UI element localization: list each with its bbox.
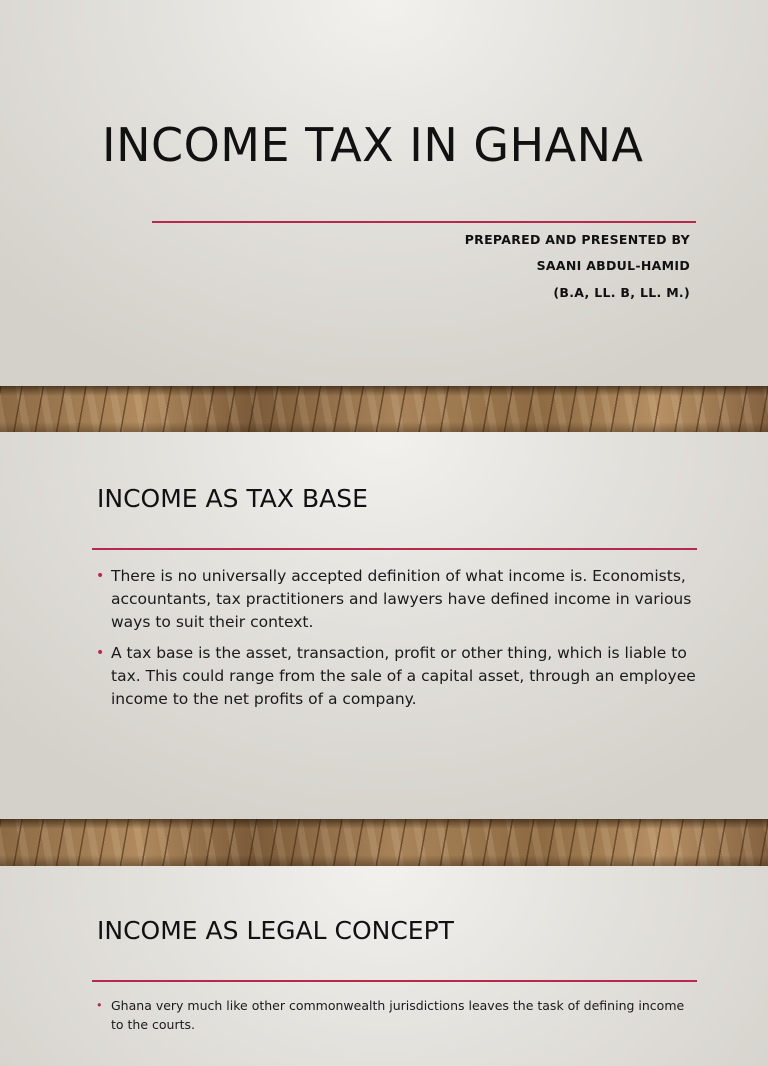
bullet-list (96, 996, 696, 1034)
slide-title-text: INCOME TAX IN GHANA (102, 118, 644, 172)
bullet-item: • A tax base is the asset, transaction, profit or other thing, which is liable to tax. This could range from the sale of a capital asset, through an employee income to the net profits of a company. (96, 642, 696, 711)
bullet-item: • Ghana very much like other commonwealth jurisdictions leaves the task of defining income to the courts. (96, 996, 696, 1034)
slide-title (0, 0, 768, 386)
bullet-item: • There is no universally accepted definition of what income is. Economists, accountants, tax practitioners and lawyers have defined income in various ways to suit their context. (96, 565, 696, 634)
presenter-name: SAANI ABDUL-HAMID (536, 258, 690, 273)
accent-divider (152, 221, 696, 223)
wood-floor-divider (0, 386, 768, 432)
slide-heading: INCOME AS LEGAL CONCEPT (97, 916, 454, 945)
presenter-credentials: (B.A, LL. B, LL. M.) (553, 285, 690, 300)
slide-income-as-legal-concept (0, 866, 768, 1066)
slide-heading: INCOME AS TAX BASE (97, 484, 368, 513)
presenter-line-1: PREPARED AND PRESENTED BY (464, 232, 690, 247)
bullet-list (96, 565, 696, 719)
slide-income-as-tax-base (0, 432, 768, 819)
accent-divider (92, 548, 697, 550)
accent-divider (92, 980, 697, 982)
wood-floor-divider (0, 819, 768, 866)
